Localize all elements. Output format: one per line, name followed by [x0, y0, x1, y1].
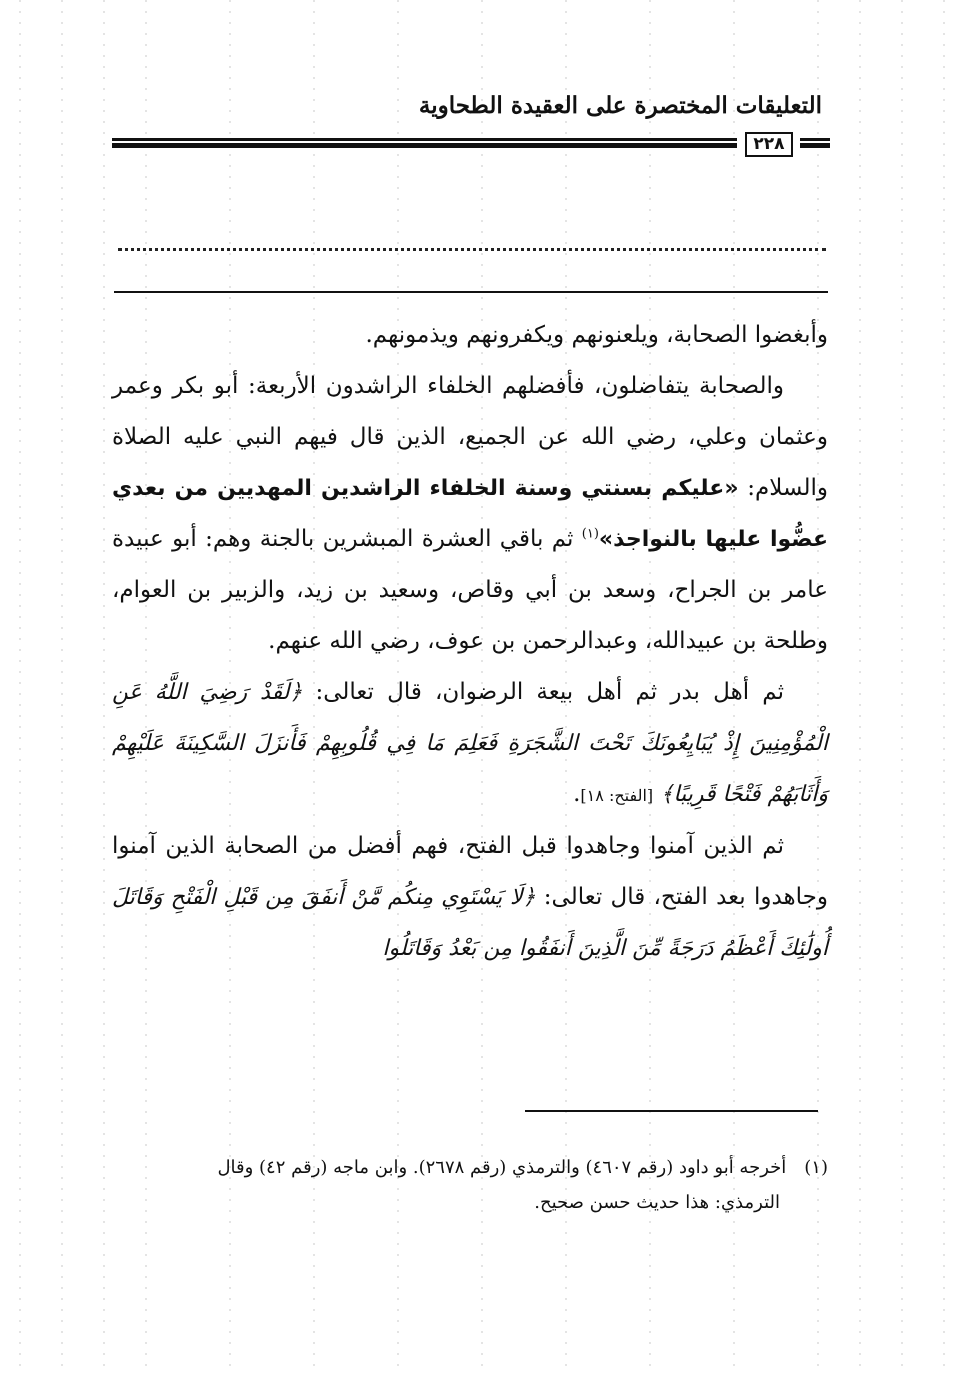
running-title: التعليقات المختصرة على العقيدة الطحاوية	[418, 92, 822, 119]
quran-verse-2: ﴿لَا يَسْتَوِي مِنكُم مَّنْ أَنفَقَ مِن قَبْلِ الْفَتْحِ وَقَاتَلَ أُولَٰئِكَ أَعْظَمُ دَرَجَةً مِّنَ الَّذِينَ أَنفَقُوا مِن بَعْدُ وَقَاتَلُوا	[112, 885, 828, 961]
paragraph-2-intro: والصحابة يتفاضلون، فأفضلهم الخلفاء الراشدون الأربعة: أبو بكر وعمر وعثمان وعلي، رضي الله عن الجميع، الذين قال فيهم النبي عليه الصلاة والسلام:	[112, 373, 829, 501]
hadith-quote: «عليكم بسنتي وسنة الخلفاء الراشدين المهديين من بعدي عضُّوا عليها بالنواجذ»	[112, 476, 828, 552]
footnote-line-1	[112, 1150, 828, 1185]
paragraph-1	[112, 310, 828, 361]
footnote	[112, 1150, 828, 1220]
paragraph-2-rest: ثم باقي العشرة المبشرين بالجنة وهم: أبو عبيدة عامر بن الجراح، وسعد بن أبي وقاص، وسعيد بن زيد، والزبير بن العوام، وطلحة بن عبيدالله، وعبدالرحمن بن عوف، رضي الله عنهم.	[112, 526, 828, 654]
paragraph-3	[112, 667, 828, 821]
footnote-text-1: أخرجه أبو داود (رقم ٤٦٠٧) والترمذي (رقم ٢٦٧٨). وابن ماجه (رقم ٤٢) وقال	[217, 1157, 787, 1178]
paragraph-3-intro: ثم أهل بدر ثم أهل بيعة الرضوان، قال تعالى:	[302, 679, 784, 705]
footnote-number: (١)	[804, 1157, 828, 1178]
header-rule-long	[112, 138, 737, 148]
solid-separator	[114, 291, 828, 293]
header-rule-short	[800, 138, 830, 148]
paragraph-2	[112, 361, 828, 667]
page-header	[112, 92, 830, 162]
paragraph-4-intro: ثم الذين آمنوا وجاهدوا قبل الفتح، فهم أفضل من الصحابة الذين آمنوا وجاهدوا بعد الفتح، قال تعالى:	[112, 833, 828, 910]
footnote-line-2: الترمذي: هذا حديث حسن صحيح.	[534, 1192, 780, 1213]
footnote-marker[interactable]: (١)	[581, 526, 599, 542]
paragraph-3-end: .	[573, 781, 581, 807]
main-text	[112, 310, 828, 974]
dotted-separator	[118, 248, 826, 251]
footnote-rule	[525, 1110, 818, 1112]
paragraph-4	[112, 821, 828, 974]
quran-verse-1: ﴿لَقَدْ رَضِيَ اللَّهُ عَنِ الْمُؤْمِنِينَ إِذْ يُبَايِعُونَكَ تَحْتَ الشَّجَرَةِ فَعَلِمَ مَا فِي قُلُوبِهِمْ فَأَنزَلَ السَّكِينَةَ عَلَيْهِمْ وَأَثَابَهُمْ فَتْحًا قَرِيبًا﴾	[112, 680, 828, 807]
paragraph-1-text: وأبغضوا الصحابة، ويلعنونهم ويكفرونهم ويذمونهم.	[365, 322, 828, 348]
page-number: ٢٢٨	[745, 132, 793, 157]
quran-reference-1: [الفتح: ١٨]	[580, 786, 654, 805]
